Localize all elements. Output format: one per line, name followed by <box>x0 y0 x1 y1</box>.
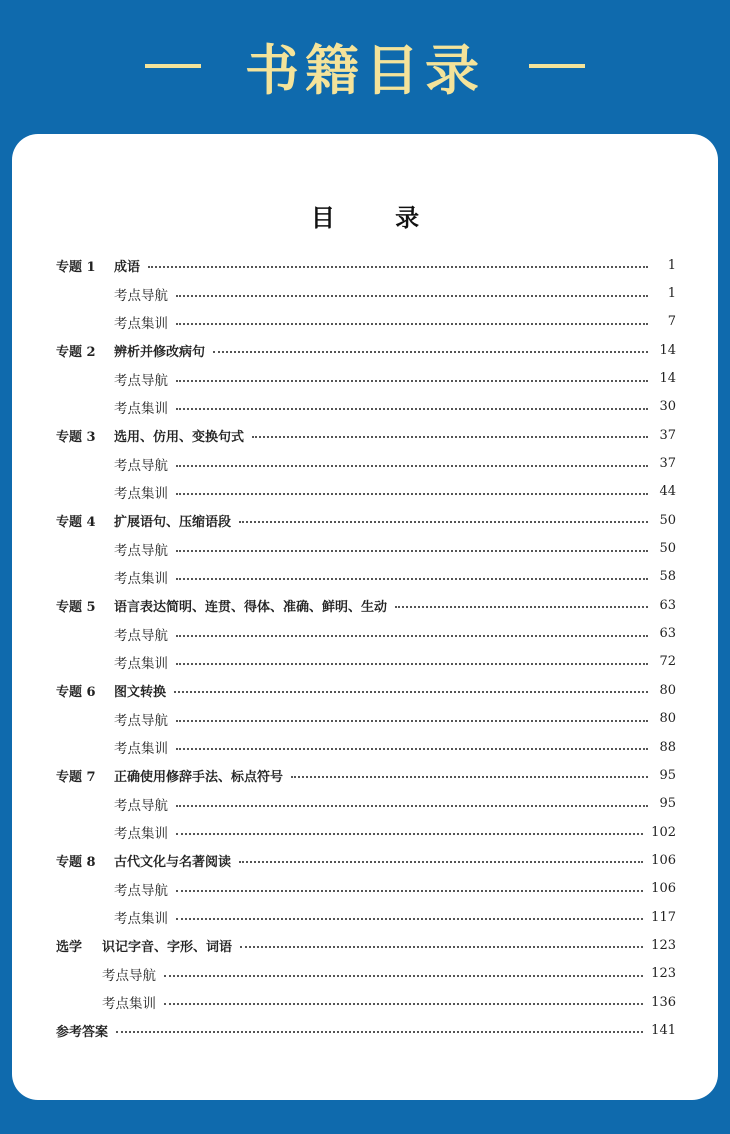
dot-leader <box>239 861 643 863</box>
dot-leader <box>176 295 648 297</box>
toc-entry-label <box>56 652 168 672</box>
toc-section-row[interactable] <box>56 421 676 449</box>
dot-leader <box>176 663 648 665</box>
toc-subsection-row[interactable] <box>56 875 676 903</box>
toc-section-row[interactable] <box>56 251 676 279</box>
toc-page-number: 1 <box>667 257 676 273</box>
toc-section-row[interactable] <box>56 676 676 704</box>
toc-entry-label <box>56 794 168 814</box>
right-dash-decoration <box>529 64 585 68</box>
dot-leader <box>176 918 643 920</box>
toc-entry-text: 考点集训 <box>114 485 168 502</box>
toc-section-row[interactable] <box>56 931 676 959</box>
toc-subsection-row[interactable] <box>56 705 676 733</box>
toc-section-number: 专题 4 <box>56 514 96 530</box>
toc-entry-text: 参考答案 <box>56 1024 109 1040</box>
toc-entry-label <box>56 822 168 842</box>
toc-entry-label <box>56 312 168 332</box>
toc-page-number: 14 <box>659 371 676 387</box>
toc-entry-label <box>56 681 166 700</box>
toc-subsection-row[interactable] <box>56 903 676 931</box>
toc-page-number: 50 <box>659 541 676 557</box>
toc-page-number: 37 <box>659 456 676 472</box>
toc-entry-label <box>56 851 231 870</box>
dot-leader <box>176 635 648 637</box>
dot-leader <box>252 436 648 438</box>
toc-section-row[interactable] <box>56 506 676 534</box>
toc-page-number: 88 <box>659 739 676 755</box>
toc-entry-label <box>56 936 232 955</box>
dot-leader <box>116 1031 643 1033</box>
toc-page-number: 30 <box>659 399 676 415</box>
toc-subsection-row[interactable] <box>56 449 676 477</box>
dot-leader <box>395 606 648 608</box>
toc-entry-label <box>56 709 168 729</box>
toc-entry-label <box>56 879 168 899</box>
dot-leader <box>164 975 643 977</box>
toc-entry-label <box>56 511 231 530</box>
toc-entry-label <box>56 256 140 275</box>
toc-section-row[interactable] <box>56 336 676 364</box>
toc-entry-text: 考点导航 <box>114 797 168 814</box>
toc-entry-text: 考点导航 <box>114 287 168 304</box>
toc-page-number: 102 <box>651 824 676 840</box>
dot-leader <box>176 578 648 580</box>
toc-entry-text: 识记字音、字形、词语 <box>102 939 233 955</box>
toc-entry-label <box>56 624 168 644</box>
toc-entry-label <box>56 1021 108 1040</box>
toc-entry-text: 考点导航 <box>114 457 168 474</box>
dot-leader <box>174 691 648 693</box>
toc-entry-label <box>56 907 168 927</box>
toc-page-number: 136 <box>651 994 676 1010</box>
toc-entry-text: 辨析并修改病句 <box>114 344 206 360</box>
toc-subsection-row[interactable] <box>56 364 676 392</box>
dot-leader <box>176 408 648 410</box>
dot-leader <box>176 493 648 495</box>
toc-entry-text: 考点集训 <box>114 400 168 417</box>
dot-leader <box>176 550 648 552</box>
toc-entry-label <box>56 992 156 1012</box>
toc-section-number: 专题 8 <box>56 854 96 870</box>
toc-entry-text: 考点导航 <box>114 882 168 899</box>
toc-entry-label <box>56 766 283 785</box>
toc-subsection-row[interactable] <box>56 393 676 421</box>
toc-page-number: 106 <box>651 881 676 897</box>
toc-page-number: 106 <box>651 852 676 868</box>
dot-leader <box>164 1003 643 1005</box>
toc-entry-text: 古代文化与名著阅读 <box>114 854 232 870</box>
toc-subsection-row[interactable] <box>56 960 676 988</box>
toc-section-number: 专题 6 <box>56 684 96 700</box>
toc-entry-label <box>56 341 205 360</box>
toc-section-number: 专题 2 <box>56 344 96 360</box>
dot-leader <box>176 833 643 835</box>
toc-entry-label <box>56 284 168 304</box>
toc-section-row[interactable] <box>56 761 676 789</box>
toc-entry-text: 考点集训 <box>114 741 168 758</box>
toc-page-number: 14 <box>659 342 676 358</box>
toc-entry-text: 图文转换 <box>114 684 167 700</box>
toc-entry-text: 正确使用修辞手法、标点符号 <box>114 769 284 785</box>
toc-entry-label <box>56 482 168 502</box>
toc-subsection-row[interactable] <box>56 478 676 506</box>
toc-heading: 目 录 <box>310 203 446 232</box>
toc-page-number: 80 <box>659 711 676 727</box>
toc-section-number: 专题 1 <box>56 259 96 275</box>
toc-entry-text: 考点集训 <box>114 826 168 843</box>
toc-entry-label <box>56 397 168 417</box>
toc-entry-label <box>56 426 244 445</box>
banner-title: 书籍目录 <box>245 37 485 102</box>
toc-section-number: 专题 7 <box>56 769 96 785</box>
dot-leader <box>291 776 648 778</box>
dot-leader <box>239 521 648 523</box>
dot-leader <box>213 351 648 353</box>
toc-section-number: 选学 <box>56 939 83 955</box>
toc-page-number: 80 <box>659 682 676 698</box>
header-banner <box>0 0 730 132</box>
toc-entry-label <box>56 964 156 984</box>
dot-leader <box>176 720 648 722</box>
toc-entry-label <box>56 567 168 587</box>
toc-page-number: 63 <box>659 597 676 613</box>
toc-subsection-row[interactable] <box>56 790 676 818</box>
toc-entry-text: 考点集训 <box>102 996 156 1013</box>
toc-subsection-row[interactable] <box>56 648 676 676</box>
toc-entry-text: 考点集训 <box>114 315 168 332</box>
toc-page-number: 50 <box>659 512 676 528</box>
dot-leader <box>176 323 648 325</box>
toc-subsection-row[interactable] <box>56 733 676 761</box>
toc-entry-text: 选用、仿用、变换句式 <box>114 429 245 445</box>
toc-list <box>56 251 676 1045</box>
dot-leader <box>176 380 648 382</box>
toc-page-number: 7 <box>667 314 676 330</box>
toc-subsection-row[interactable] <box>56 563 676 591</box>
toc-entry-text: 语言表达简明、连贯、得体、准确、鲜明、生动 <box>114 599 388 615</box>
toc-section-row[interactable] <box>56 846 676 874</box>
toc-entry-text: 考点导航 <box>102 967 156 984</box>
toc-entry-label <box>56 596 387 615</box>
toc-subsection-row[interactable] <box>56 279 676 307</box>
toc-page-number: 1 <box>667 286 676 302</box>
toc-entry-text: 考点集训 <box>114 655 168 672</box>
dot-leader <box>240 946 643 948</box>
toc-entry-label <box>56 369 168 389</box>
dot-leader <box>176 748 648 750</box>
toc-section-number: 专题 5 <box>56 599 96 615</box>
toc-subsection-row[interactable] <box>56 818 676 846</box>
toc-entry-text: 考点导航 <box>114 712 168 729</box>
toc-entry-text: 考点集训 <box>114 911 168 928</box>
toc-entry-text: 考点导航 <box>114 542 168 559</box>
toc-page-number: 72 <box>659 654 676 670</box>
toc-subsection-row[interactable] <box>56 988 676 1016</box>
toc-entry-label <box>56 737 168 757</box>
toc-entry-text: 考点集训 <box>114 570 168 587</box>
dot-leader <box>176 465 648 467</box>
dot-leader <box>148 266 648 268</box>
toc-section-row[interactable] <box>56 591 676 619</box>
toc-page-number: 123 <box>651 937 676 953</box>
toc-subsection-row[interactable] <box>56 619 676 647</box>
toc-page-number: 63 <box>659 626 676 642</box>
toc-page-number: 95 <box>659 767 676 783</box>
toc-page-number: 58 <box>659 569 676 585</box>
toc-entry-label <box>56 539 168 559</box>
toc-card <box>12 134 718 1100</box>
left-dash-decoration <box>145 64 201 68</box>
toc-entry-text: 成语 <box>114 259 141 275</box>
dot-leader <box>176 890 643 892</box>
toc-page-number: 123 <box>651 966 676 982</box>
toc-section-number: 专题 3 <box>56 429 96 445</box>
toc-subsection-row[interactable] <box>56 308 676 336</box>
toc-page-number: 117 <box>651 909 676 925</box>
dot-leader <box>176 805 648 807</box>
toc-page-number: 44 <box>659 484 676 500</box>
toc-entry-text: 考点导航 <box>114 627 168 644</box>
toc-entry-label <box>56 454 168 474</box>
toc-page-number: 141 <box>651 1022 676 1038</box>
toc-page-number: 95 <box>659 796 676 812</box>
toc-entry-text: 考点导航 <box>114 372 168 389</box>
toc-section-row[interactable] <box>56 1016 676 1044</box>
toc-entry-text: 扩展语句、压缩语段 <box>114 514 232 530</box>
toc-subsection-row[interactable] <box>56 534 676 562</box>
toc-page-number: 37 <box>659 427 676 443</box>
